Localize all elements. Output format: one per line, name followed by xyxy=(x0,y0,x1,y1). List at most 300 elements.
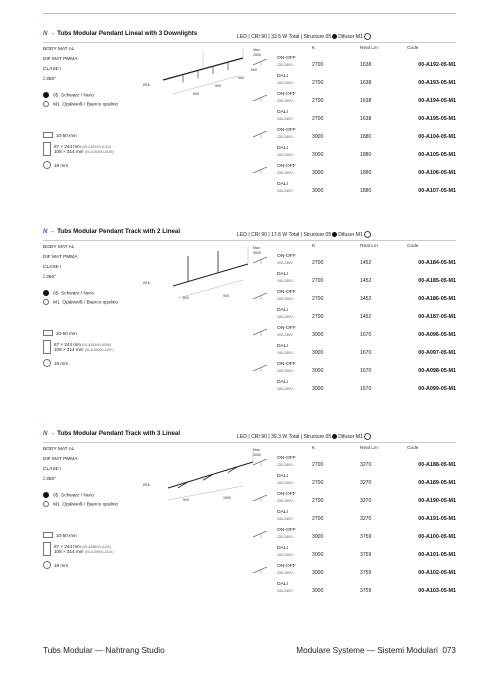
finish-white xyxy=(43,501,118,508)
finish-code: 05 xyxy=(53,493,59,499)
product-code: 00-A194-05-M1 xyxy=(418,98,456,104)
lumen-value: 3759 xyxy=(360,552,372,558)
lumen-value: 1880 xyxy=(360,134,372,140)
fixture-icon xyxy=(253,130,267,138)
kelvin-value: 2700 xyxy=(312,462,324,468)
top-rule xyxy=(43,13,456,14)
spec-text: LED | CRI 90 | 39.3 W Total | Structure 05 xyxy=(237,434,332,440)
control-type xyxy=(277,56,296,68)
control-label: DALI xyxy=(277,110,288,115)
fixture-icon xyxy=(253,94,267,102)
kelvin-value: 3000 xyxy=(312,152,324,158)
max-height: 3000 xyxy=(253,453,261,457)
diffusor-text: Difusor M1 xyxy=(338,232,363,238)
finish-name: Opalweiß / Bianco opalino xyxy=(62,102,119,108)
angle-icon: ⟟ xyxy=(43,275,47,280)
control-label: ON-OFF xyxy=(277,528,296,533)
kelvin-value: 2700 xyxy=(312,480,324,486)
header-code: Code xyxy=(407,446,419,451)
product-diagram xyxy=(143,448,263,506)
finish-name: Schwarz / Nero xyxy=(61,291,94,297)
product-code: 00-A098-05-M1 xyxy=(418,368,456,374)
kelvin-value: 2700 xyxy=(312,260,324,266)
black-finish-swatch xyxy=(43,290,49,296)
ring-diameter: Ø16 xyxy=(143,281,150,285)
header-lm: Real Lm xyxy=(360,46,378,51)
voltage: 220-240V xyxy=(277,571,293,575)
dimension-a: 600 xyxy=(183,296,189,300)
control-label: ON-OFF xyxy=(277,92,296,97)
header-code: Code xyxy=(407,46,419,51)
fixture-icon xyxy=(253,530,267,538)
finish-white xyxy=(43,101,118,108)
kelvin-value: 3000 xyxy=(312,134,324,140)
table-row xyxy=(253,164,456,182)
max-height: 3000 xyxy=(253,251,261,255)
kelvin-value: 3000 xyxy=(312,552,324,558)
section-rule xyxy=(43,42,456,43)
title-text: Tubs Modular Pendant Lineal with 3 Downlights xyxy=(57,30,198,37)
control-label: DALI xyxy=(277,74,288,79)
table-row xyxy=(253,92,456,110)
finish-code: M1 xyxy=(53,102,60,108)
table-row xyxy=(253,582,456,600)
spec-line xyxy=(237,33,371,40)
dimension-a: 900 xyxy=(183,498,189,502)
white-finish-swatch xyxy=(43,501,49,507)
lumen-value: 1638 xyxy=(360,98,372,104)
voltage: 220-240V xyxy=(277,63,293,67)
lumen-value: 3270 xyxy=(360,462,372,468)
ring-diameter: Ø16 xyxy=(143,483,150,487)
table-row xyxy=(253,492,456,510)
product-code: 00-A106-05-M1 xyxy=(418,170,456,176)
product-diagram xyxy=(143,246,263,304)
control-label: ON-OFF xyxy=(277,326,296,331)
spec-line xyxy=(237,231,371,238)
page-number: 073 xyxy=(442,646,456,655)
protection-class: CLASE I xyxy=(43,265,62,270)
lumen-value: 3759 xyxy=(360,588,372,594)
header-lm: Real Lm xyxy=(360,244,378,249)
footer-series: Modulare Systeme — Sistemi Modulari xyxy=(296,646,438,655)
lumen-value: 3759 xyxy=(360,570,372,576)
dim-codes: (00-A185/00-A097) xyxy=(84,348,114,352)
dim-value: 87 × 244 mm xyxy=(54,544,81,549)
control-type xyxy=(277,564,296,576)
table-row xyxy=(253,326,456,344)
max-height: 2500 xyxy=(253,53,261,57)
control-type xyxy=(277,308,293,320)
kelvin-value: 3000 xyxy=(312,368,324,374)
voltage: 100-240V xyxy=(277,553,293,557)
dimension-d: 600 xyxy=(193,92,199,96)
voltage: 100-240V xyxy=(277,387,293,391)
voltage: 220-240V xyxy=(277,369,293,373)
lumen-value: 1670 xyxy=(360,368,372,374)
product-code: 00-A100-05-M1 xyxy=(418,534,456,540)
product-code: 00-A104-05-M1 xyxy=(418,134,456,140)
protection-class: CLASE I xyxy=(43,467,62,472)
kelvin-value: 2700 xyxy=(312,516,324,522)
control-type xyxy=(277,492,296,504)
voltage: 220-240V xyxy=(277,535,293,539)
voltage: 100-240V xyxy=(277,81,293,85)
fixture-icon xyxy=(253,328,267,336)
cable-icon xyxy=(43,330,53,336)
dimension-icon xyxy=(43,542,51,556)
white-swatch-icon xyxy=(364,231,371,238)
track-bar xyxy=(168,462,253,488)
table-row xyxy=(253,308,456,326)
product-code: 00-A193-05-M1 xyxy=(418,80,456,86)
lumen-value: 3270 xyxy=(360,516,372,522)
product-code: 00-A103-05-M1 xyxy=(418,588,456,594)
beam-angle xyxy=(43,274,56,280)
spec-text: LED | CRI 90 | 17.6 W Total | Structure 05 xyxy=(237,232,332,238)
product-code: 00-A191-05-M1 xyxy=(418,516,456,522)
table-row xyxy=(253,362,456,380)
body-material: BODY MAT AL xyxy=(43,447,75,452)
table-row xyxy=(253,182,456,200)
finish-code: 05 xyxy=(53,291,59,297)
voltage: 100-240V xyxy=(277,189,293,193)
protection-class: CLASE I xyxy=(43,67,62,72)
finish-code: 05 xyxy=(53,93,59,99)
kelvin-value: 3000 xyxy=(312,386,324,392)
cable-value: 10-50 mm xyxy=(56,331,77,336)
dim-value: 87 × 244 mm xyxy=(54,342,81,347)
control-label: ON-OFF xyxy=(277,128,296,133)
spec-text: LED | CRI 90 | 33.5 W Total | Structure 05 xyxy=(237,34,332,40)
dimension-c: 900 xyxy=(215,84,221,88)
dimension-2 xyxy=(54,549,114,554)
diameter-icon xyxy=(43,561,51,569)
control-label: DALI xyxy=(277,380,288,385)
voltage: 100-240V xyxy=(277,153,293,157)
dimension-line xyxy=(168,486,243,500)
diffusor-text: Difusor M1 xyxy=(338,434,363,440)
control-type xyxy=(277,290,296,302)
finish-code: M1 xyxy=(53,300,60,306)
table-row xyxy=(253,474,456,492)
finish-black xyxy=(43,290,94,297)
product-title xyxy=(43,30,197,37)
dimension-icon xyxy=(43,340,51,354)
product-code: 00-A190-05-M1 xyxy=(418,498,456,504)
finish-name: Schwarz / Nero xyxy=(61,93,94,99)
control-label: ON-OFF xyxy=(277,254,296,259)
kelvin-value: 2700 xyxy=(312,498,324,504)
finish-name: Opalweiß / Bianco opalino xyxy=(62,502,119,508)
lumen-value: 1638 xyxy=(360,62,372,68)
control-label: ON-OFF xyxy=(277,564,296,569)
angle-icon: ⟟ xyxy=(43,477,47,482)
dim-codes: (00-A184/00-A096) xyxy=(82,343,112,347)
lumen-value: 1452 xyxy=(360,260,372,266)
control-label: ON-OFF xyxy=(277,492,296,497)
table-row xyxy=(253,564,456,582)
product-code: 00-A096-05-M1 xyxy=(418,332,456,338)
track-bar xyxy=(173,264,248,286)
control-label: DALI xyxy=(277,182,288,187)
kelvin-value: 3000 xyxy=(312,534,324,540)
dimension-a: 600 xyxy=(251,68,257,72)
white-swatch-icon xyxy=(364,33,371,40)
fixture-icon xyxy=(253,364,267,372)
table-row xyxy=(253,456,456,474)
table-row xyxy=(253,128,456,146)
lumen-value: 1638 xyxy=(360,116,372,122)
lumen-value: 1880 xyxy=(360,170,372,176)
white-finish-swatch xyxy=(43,299,49,305)
section-arrow: N → xyxy=(43,430,56,437)
beam-angle xyxy=(43,476,56,482)
control-type xyxy=(277,146,293,158)
section-rule xyxy=(43,240,456,241)
control-type xyxy=(277,326,296,338)
diffuser-material: DIF MAT PMMA xyxy=(43,255,78,260)
diffuser-material: DIF MAT PMMA xyxy=(43,57,78,62)
dimension-2 xyxy=(54,347,114,352)
diameter-icon xyxy=(43,161,51,169)
dimension-icon xyxy=(43,142,51,156)
black-finish-swatch xyxy=(43,92,49,98)
diffuser-material: DIF MAT PMMA xyxy=(43,457,78,462)
control-type xyxy=(277,182,293,194)
cable-value: 10-50 mm xyxy=(56,533,77,538)
finish-white xyxy=(43,299,118,306)
product-code: 00-A101-05-M1 xyxy=(418,552,456,558)
product-code: 00-A187-05-M1 xyxy=(418,314,456,320)
control-label: DALI xyxy=(277,510,288,515)
table-row xyxy=(253,546,456,564)
body-material: BODY MAT AL xyxy=(43,47,75,52)
diameter-value: 18 mm xyxy=(54,361,69,366)
control-label: DALI xyxy=(277,344,288,349)
control-type xyxy=(277,456,296,468)
kelvin-value: 3000 xyxy=(312,350,324,356)
control-label: DALI xyxy=(277,546,288,551)
lumen-value: 3759 xyxy=(360,534,372,540)
control-type xyxy=(277,74,293,86)
product-code: 00-A105-05-M1 xyxy=(418,152,456,158)
pendant-drawing xyxy=(143,48,263,106)
voltage: 100-240V xyxy=(277,517,293,521)
product-code: 00-A189-05-M1 xyxy=(418,480,456,486)
dimension-b: 900 xyxy=(223,294,229,298)
voltage: 220-240V xyxy=(277,171,293,175)
fixture-icon xyxy=(253,58,267,66)
voltage: 220-240V xyxy=(277,135,293,139)
finish-name: Opalweiß / Bianco opalino xyxy=(62,300,119,306)
dim-value: 108 × 314 mm xyxy=(54,347,84,352)
cable-length xyxy=(43,532,77,538)
finish-name: Schwarz / Nero xyxy=(61,493,94,499)
product-diagram xyxy=(143,48,263,106)
control-type xyxy=(277,128,296,140)
finish-code: M1 xyxy=(53,502,60,508)
header-code: Code xyxy=(407,244,419,249)
product-code: 00-A107-05-M1 xyxy=(418,188,456,194)
black-finish-swatch xyxy=(43,492,49,498)
dimension-b: 900 xyxy=(238,76,244,80)
dim-value: 108 × 314 mm xyxy=(54,149,84,154)
voltage: 220-240V xyxy=(277,499,293,503)
max-label: Max. xyxy=(253,448,261,452)
control-type xyxy=(277,510,293,522)
kelvin-value: 2700 xyxy=(312,116,324,122)
table-row xyxy=(253,290,456,308)
table-row xyxy=(253,344,456,362)
control-type xyxy=(277,92,296,104)
voltage: 100-240V xyxy=(277,279,293,283)
table-row xyxy=(253,254,456,272)
kelvin-value: 2700 xyxy=(312,62,324,68)
dim-value: 87 × 244 mm xyxy=(54,144,81,149)
control-label: DALI xyxy=(277,272,288,277)
fixture-icon xyxy=(253,494,267,502)
black-swatch-icon xyxy=(332,232,337,237)
body-material: BODY MAT AL xyxy=(43,245,75,250)
kelvin-value: 2700 xyxy=(312,296,324,302)
angle-value: 360° xyxy=(46,77,57,82)
lumen-value: 1880 xyxy=(360,188,372,194)
table-row xyxy=(253,380,456,398)
control-label: ON-OFF xyxy=(277,456,296,461)
cable-length xyxy=(43,132,77,138)
lumen-value: 3270 xyxy=(360,498,372,504)
footer-left: Tubs Modular — Nahtrang Studio xyxy=(43,646,165,655)
pendant-drawing xyxy=(143,448,263,506)
angle-value: 360° xyxy=(46,477,57,482)
voltage: 220-240V xyxy=(277,261,293,265)
voltage: 100-240V xyxy=(277,481,293,485)
max-label: Max. xyxy=(253,246,261,250)
dimension-2 xyxy=(54,149,114,154)
cable-icon xyxy=(43,132,53,138)
table-row xyxy=(253,56,456,74)
dim-value: 108 × 314 mm xyxy=(54,549,84,554)
black-swatch-icon xyxy=(332,34,337,39)
control-label: ON-OFF xyxy=(277,56,296,61)
kelvin-value: 3000 xyxy=(312,188,324,194)
pendant-drawing xyxy=(143,246,263,304)
control-label: DALI xyxy=(277,474,288,479)
product-code: 00-A195-05-M1 xyxy=(418,116,456,122)
kelvin-value: 3000 xyxy=(312,588,324,594)
diameter xyxy=(43,359,68,367)
beam-angle xyxy=(43,76,56,82)
control-type xyxy=(277,528,296,540)
white-swatch-icon xyxy=(364,433,371,440)
product-code: 00-A192-05-M1 xyxy=(418,62,456,68)
diameter xyxy=(43,161,68,169)
lumen-value: 1670 xyxy=(360,350,372,356)
control-type xyxy=(277,254,296,266)
table-row xyxy=(253,272,456,290)
product-title xyxy=(43,228,180,235)
section-rule xyxy=(43,442,456,443)
control-type xyxy=(277,474,293,486)
voltage: 220-240V xyxy=(277,333,293,337)
white-finish-swatch xyxy=(43,101,49,107)
control-label: ON-OFF xyxy=(277,362,296,367)
control-type xyxy=(277,272,293,284)
voltage: 100-240V xyxy=(277,117,293,121)
lumen-value: 1670 xyxy=(360,386,372,392)
control-type xyxy=(277,582,293,594)
table-row xyxy=(253,528,456,546)
diameter-icon xyxy=(43,359,51,367)
dim-codes: (00-A192/00-A104) xyxy=(82,145,112,149)
control-type xyxy=(277,546,293,558)
control-type xyxy=(277,344,293,356)
footer-right xyxy=(296,646,456,655)
product-code: 00-A102-05-M1 xyxy=(418,570,456,576)
control-type xyxy=(277,110,293,122)
header-k: K xyxy=(312,244,316,249)
lumen-value: 1452 xyxy=(360,278,372,284)
voltage: 100-240V xyxy=(277,589,293,593)
lumen-value: 1670 xyxy=(360,332,372,338)
finish-black xyxy=(43,92,94,99)
dim-codes: (00-A188/00-A100) xyxy=(82,545,112,549)
control-label: DALI xyxy=(277,308,288,313)
product-code: 00-A186-05-M1 xyxy=(418,296,456,302)
product-code: 00-A185-05-M1 xyxy=(418,278,456,284)
voltage: 220-240V xyxy=(277,99,293,103)
diameter-value: 18 mm xyxy=(54,163,69,168)
table-row xyxy=(253,146,456,164)
lumen-value: 1880 xyxy=(360,152,372,158)
header-k: K xyxy=(312,46,316,51)
table-row xyxy=(253,110,456,128)
kelvin-value: 3000 xyxy=(312,332,324,338)
dimension-b: 1500 xyxy=(223,496,231,500)
dim-codes: (00-A193/00-A105) xyxy=(84,150,114,154)
header-lm: Real Lm xyxy=(360,446,378,451)
voltage: 220-240V xyxy=(277,297,293,301)
lumen-value: 1452 xyxy=(360,296,372,302)
diameter-value: 18 mm xyxy=(54,563,69,568)
kelvin-value: 3000 xyxy=(312,170,324,176)
control-type xyxy=(277,164,296,176)
diameter xyxy=(43,561,68,569)
kelvin-value: 3000 xyxy=(312,570,324,576)
header-k: K xyxy=(312,446,316,451)
lumen-value: 1452 xyxy=(360,314,372,320)
table-row xyxy=(253,510,456,528)
fixture-icon xyxy=(253,458,267,466)
lumen-value: 1638 xyxy=(360,80,372,86)
finish-black xyxy=(43,492,94,499)
max-label: Max. xyxy=(253,48,261,52)
product-title xyxy=(43,430,180,437)
cable-value: 10-50 mm xyxy=(56,133,77,138)
title-text: Tubs Modular Pendant Track with 3 Lineal xyxy=(57,430,181,437)
control-label: DALI xyxy=(277,146,288,151)
lumen-value: 3270 xyxy=(360,480,372,486)
voltage: 100-240V xyxy=(277,351,293,355)
cable-length xyxy=(43,330,77,336)
section-arrow: N → xyxy=(43,228,56,235)
control-label: ON-OFF xyxy=(277,164,296,169)
title-text: Tubs Modular Pendant Track with 2 Lineal xyxy=(57,228,181,235)
angle-icon: ⟟ xyxy=(43,77,47,82)
control-type xyxy=(277,362,296,374)
kelvin-value: 2700 xyxy=(312,80,324,86)
